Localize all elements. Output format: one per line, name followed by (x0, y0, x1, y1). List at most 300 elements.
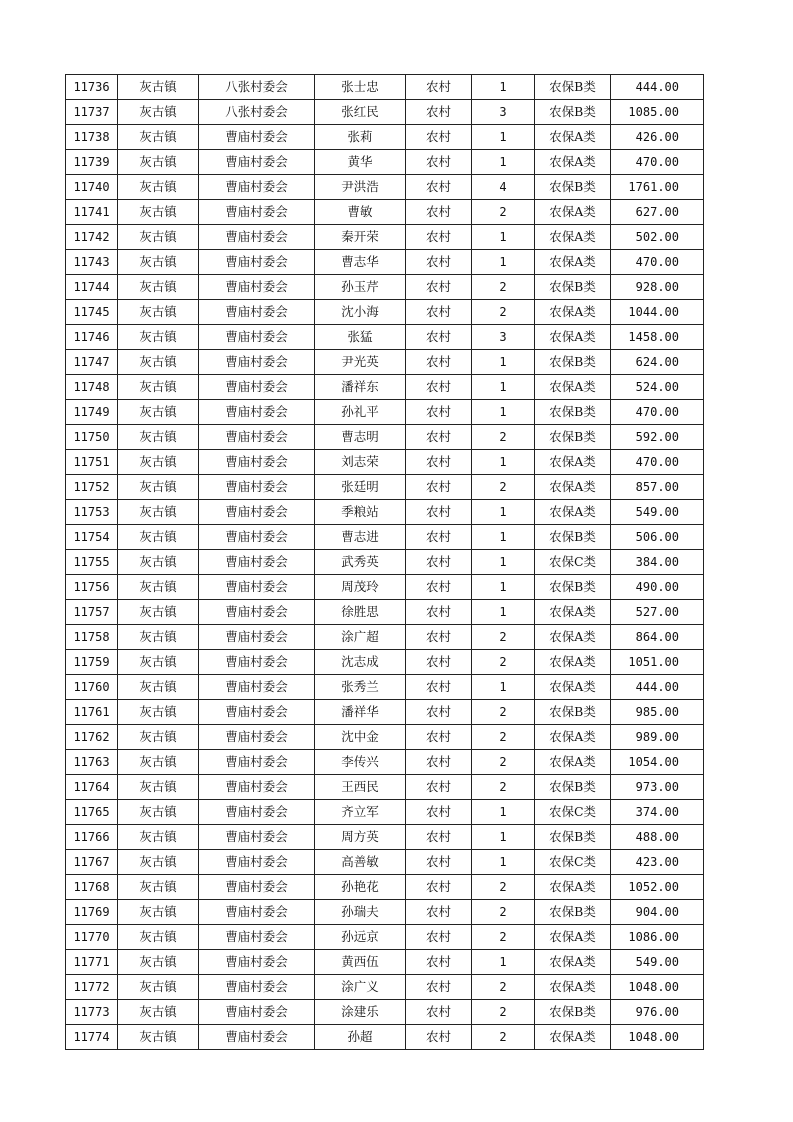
person-name-cell: 高善敏 (315, 850, 406, 875)
village-committee-cell: 曹庙村委会 (199, 175, 315, 200)
village-committee-cell: 曹庙村委会 (199, 125, 315, 150)
amount-cell: 470.00 (611, 400, 704, 425)
household-count-cell: 1 (472, 525, 535, 550)
record-id-cell: 11762 (66, 725, 118, 750)
area-type-cell: 农村 (406, 625, 472, 650)
town-cell: 灰古镇 (118, 875, 199, 900)
area-type-cell: 农村 (406, 675, 472, 700)
town-cell: 灰古镇 (118, 550, 199, 575)
area-type-cell: 农村 (406, 775, 472, 800)
table-row (66, 950, 704, 975)
household-count-cell: 1 (472, 600, 535, 625)
person-name-cell: 潘祥东 (315, 375, 406, 400)
amount-cell: 384.00 (611, 550, 704, 575)
amount-cell: 1761.00 (611, 175, 704, 200)
amount-cell: 470.00 (611, 250, 704, 275)
data-table (65, 74, 704, 1050)
person-name-cell: 孙瑞夫 (315, 900, 406, 925)
area-type-cell: 农村 (406, 550, 472, 575)
person-name-cell: 涂广义 (315, 975, 406, 1000)
town-cell: 灰古镇 (118, 950, 199, 975)
area-type-cell: 农村 (406, 825, 472, 850)
amount-cell: 426.00 (611, 125, 704, 150)
insurance-category-cell: 农保B类 (535, 775, 611, 800)
town-cell: 灰古镇 (118, 800, 199, 825)
household-count-cell: 2 (472, 975, 535, 1000)
table-row (66, 375, 704, 400)
person-name-cell: 秦开荣 (315, 225, 406, 250)
town-cell: 灰古镇 (118, 700, 199, 725)
record-id-cell: 11736 (66, 75, 118, 100)
amount-cell: 374.00 (611, 800, 704, 825)
person-name-cell: 孙玉芹 (315, 275, 406, 300)
record-id-cell: 11747 (66, 350, 118, 375)
person-name-cell: 沈小海 (315, 300, 406, 325)
record-id-cell: 11759 (66, 650, 118, 675)
person-name-cell: 尹光英 (315, 350, 406, 375)
record-id-cell: 11764 (66, 775, 118, 800)
area-type-cell: 农村 (406, 975, 472, 1000)
insurance-category-cell: 农保A类 (535, 875, 611, 900)
area-type-cell: 农村 (406, 325, 472, 350)
household-count-cell: 1 (472, 350, 535, 375)
area-type-cell: 农村 (406, 425, 472, 450)
record-id-cell: 11741 (66, 200, 118, 225)
amount-cell: 624.00 (611, 350, 704, 375)
person-name-cell: 潘祥华 (315, 700, 406, 725)
amount-cell: 864.00 (611, 625, 704, 650)
insurance-category-cell: 农保B类 (535, 350, 611, 375)
insurance-category-cell: 农保C类 (535, 850, 611, 875)
village-committee-cell: 曹庙村委会 (199, 900, 315, 925)
town-cell: 灰古镇 (118, 225, 199, 250)
town-cell: 灰古镇 (118, 75, 199, 100)
village-committee-cell: 曹庙村委会 (199, 750, 315, 775)
table-row (66, 925, 704, 950)
village-committee-cell: 八张村委会 (199, 100, 315, 125)
record-id-cell: 11769 (66, 900, 118, 925)
household-count-cell: 3 (472, 100, 535, 125)
area-type-cell: 农村 (406, 400, 472, 425)
person-name-cell: 李传兴 (315, 750, 406, 775)
table-row (66, 650, 704, 675)
household-count-cell: 1 (472, 450, 535, 475)
amount-cell: 985.00 (611, 700, 704, 725)
amount-cell: 549.00 (611, 500, 704, 525)
town-cell: 灰古镇 (118, 425, 199, 450)
record-id-cell: 11758 (66, 625, 118, 650)
table-row (66, 475, 704, 500)
village-committee-cell: 曹庙村委会 (199, 450, 315, 475)
area-type-cell: 农村 (406, 950, 472, 975)
town-cell: 灰古镇 (118, 650, 199, 675)
amount-cell: 592.00 (611, 425, 704, 450)
person-name-cell: 武秀英 (315, 550, 406, 575)
town-cell: 灰古镇 (118, 750, 199, 775)
area-type-cell: 农村 (406, 225, 472, 250)
household-count-cell: 1 (472, 250, 535, 275)
village-committee-cell: 曹庙村委会 (199, 700, 315, 725)
area-type-cell: 农村 (406, 600, 472, 625)
town-cell: 灰古镇 (118, 475, 199, 500)
area-type-cell: 农村 (406, 900, 472, 925)
area-type-cell: 农村 (406, 1000, 472, 1025)
amount-cell: 1085.00 (611, 100, 704, 125)
table-row (66, 550, 704, 575)
person-name-cell: 徐胜思 (315, 600, 406, 625)
insurance-category-cell: 农保B类 (535, 575, 611, 600)
household-count-cell: 2 (472, 1025, 535, 1050)
person-name-cell: 季粮站 (315, 500, 406, 525)
area-type-cell: 农村 (406, 650, 472, 675)
insurance-category-cell: 农保A类 (535, 925, 611, 950)
village-committee-cell: 曹庙村委会 (199, 1000, 315, 1025)
amount-cell: 1054.00 (611, 750, 704, 775)
table-row (66, 675, 704, 700)
insurance-category-cell: 农保A类 (535, 450, 611, 475)
person-name-cell: 黄华 (315, 150, 406, 175)
amount-cell: 524.00 (611, 375, 704, 400)
area-type-cell: 农村 (406, 200, 472, 225)
town-cell: 灰古镇 (118, 125, 199, 150)
insurance-category-cell: 农保A类 (535, 225, 611, 250)
insurance-category-cell: 农保B类 (535, 425, 611, 450)
village-committee-cell: 曹庙村委会 (199, 275, 315, 300)
person-name-cell: 沈志成 (315, 650, 406, 675)
table-row (66, 750, 704, 775)
household-count-cell: 2 (472, 900, 535, 925)
insurance-category-cell: 农保B类 (535, 75, 611, 100)
household-count-cell: 2 (472, 775, 535, 800)
insurance-category-cell: 农保B类 (535, 825, 611, 850)
village-committee-cell: 曹庙村委会 (199, 975, 315, 1000)
amount-cell: 527.00 (611, 600, 704, 625)
household-count-cell: 2 (472, 1000, 535, 1025)
record-id-cell: 11742 (66, 225, 118, 250)
area-type-cell: 农村 (406, 250, 472, 275)
amount-cell: 549.00 (611, 950, 704, 975)
table-row (66, 700, 704, 725)
household-count-cell: 1 (472, 75, 535, 100)
insurance-category-cell: 农保A类 (535, 600, 611, 625)
village-committee-cell: 曹庙村委会 (199, 425, 315, 450)
table-row (66, 150, 704, 175)
village-committee-cell: 曹庙村委会 (199, 825, 315, 850)
village-committee-cell: 曹庙村委会 (199, 200, 315, 225)
town-cell: 灰古镇 (118, 825, 199, 850)
person-name-cell: 曹敏 (315, 200, 406, 225)
record-id-cell: 11750 (66, 425, 118, 450)
amount-cell: 444.00 (611, 75, 704, 100)
town-cell: 灰古镇 (118, 400, 199, 425)
table-body (66, 75, 704, 1050)
village-committee-cell: 曹庙村委会 (199, 675, 315, 700)
table-row (66, 825, 704, 850)
town-cell: 灰古镇 (118, 500, 199, 525)
table-row (66, 975, 704, 1000)
amount-cell: 1048.00 (611, 1025, 704, 1050)
record-id-cell: 11757 (66, 600, 118, 625)
insurance-category-cell: 农保A类 (535, 250, 611, 275)
household-count-cell: 1 (472, 950, 535, 975)
record-id-cell: 11745 (66, 300, 118, 325)
table-row (66, 400, 704, 425)
area-type-cell: 农村 (406, 800, 472, 825)
record-id-cell: 11737 (66, 100, 118, 125)
person-name-cell: 尹洪浩 (315, 175, 406, 200)
town-cell: 灰古镇 (118, 1000, 199, 1025)
household-count-cell: 2 (472, 275, 535, 300)
household-count-cell: 1 (472, 150, 535, 175)
amount-cell: 444.00 (611, 675, 704, 700)
person-name-cell: 刘志荣 (315, 450, 406, 475)
village-committee-cell: 曹庙村委会 (199, 725, 315, 750)
town-cell: 灰古镇 (118, 250, 199, 275)
village-committee-cell: 曹庙村委会 (199, 1025, 315, 1050)
person-name-cell: 张士忠 (315, 75, 406, 100)
record-id-cell: 11746 (66, 325, 118, 350)
village-committee-cell: 曹庙村委会 (199, 600, 315, 625)
amount-cell: 423.00 (611, 850, 704, 875)
insurance-category-cell: 农保A类 (535, 950, 611, 975)
area-type-cell: 农村 (406, 500, 472, 525)
household-count-cell: 1 (472, 825, 535, 850)
person-name-cell: 曹志进 (315, 525, 406, 550)
town-cell: 灰古镇 (118, 675, 199, 700)
table-row (66, 350, 704, 375)
insurance-category-cell: 农保A类 (535, 750, 611, 775)
household-count-cell: 3 (472, 325, 535, 350)
area-type-cell: 农村 (406, 850, 472, 875)
table-row (66, 775, 704, 800)
amount-cell: 627.00 (611, 200, 704, 225)
table-row (66, 575, 704, 600)
table-row (66, 250, 704, 275)
village-committee-cell: 八张村委会 (199, 75, 315, 100)
insurance-category-cell: 农保A类 (535, 725, 611, 750)
household-count-cell: 2 (472, 200, 535, 225)
household-count-cell: 2 (472, 725, 535, 750)
table-row (66, 275, 704, 300)
insurance-category-cell: 农保B类 (535, 175, 611, 200)
table-row (66, 525, 704, 550)
insurance-category-cell: 农保B类 (535, 1000, 611, 1025)
area-type-cell: 农村 (406, 150, 472, 175)
table-row (66, 850, 704, 875)
person-name-cell: 张莉 (315, 125, 406, 150)
insurance-category-cell: 农保A类 (535, 200, 611, 225)
amount-cell: 1052.00 (611, 875, 704, 900)
area-type-cell: 农村 (406, 75, 472, 100)
table-row (66, 175, 704, 200)
person-name-cell: 周方英 (315, 825, 406, 850)
village-committee-cell: 曹庙村委会 (199, 625, 315, 650)
record-id-cell: 11755 (66, 550, 118, 575)
area-type-cell: 农村 (406, 450, 472, 475)
amount-cell: 973.00 (611, 775, 704, 800)
record-id-cell: 11756 (66, 575, 118, 600)
amount-cell: 1086.00 (611, 925, 704, 950)
town-cell: 灰古镇 (118, 625, 199, 650)
person-name-cell: 曹志华 (315, 250, 406, 275)
person-name-cell: 齐立军 (315, 800, 406, 825)
amount-cell: 502.00 (611, 225, 704, 250)
village-committee-cell: 曹庙村委会 (199, 375, 315, 400)
insurance-category-cell: 农保B类 (535, 400, 611, 425)
area-type-cell: 农村 (406, 175, 472, 200)
town-cell: 灰古镇 (118, 325, 199, 350)
table-row (66, 100, 704, 125)
household-count-cell: 1 (472, 575, 535, 600)
amount-cell: 488.00 (611, 825, 704, 850)
record-id-cell: 11774 (66, 1025, 118, 1050)
town-cell: 灰古镇 (118, 775, 199, 800)
insurance-category-cell: 农保A类 (535, 1025, 611, 1050)
insurance-category-cell: 农保C类 (535, 550, 611, 575)
person-name-cell: 涂广超 (315, 625, 406, 650)
town-cell: 灰古镇 (118, 450, 199, 475)
insurance-category-cell: 农保B类 (535, 525, 611, 550)
amount-cell: 506.00 (611, 525, 704, 550)
table-row (66, 625, 704, 650)
table-row (66, 450, 704, 475)
record-id-cell: 11748 (66, 375, 118, 400)
amount-cell: 904.00 (611, 900, 704, 925)
household-count-cell: 2 (472, 475, 535, 500)
record-id-cell: 11773 (66, 1000, 118, 1025)
record-id-cell: 11743 (66, 250, 118, 275)
town-cell: 灰古镇 (118, 975, 199, 1000)
town-cell: 灰古镇 (118, 275, 199, 300)
household-count-cell: 1 (472, 400, 535, 425)
person-name-cell: 黄西伍 (315, 950, 406, 975)
person-name-cell: 沈中金 (315, 725, 406, 750)
household-count-cell: 2 (472, 750, 535, 775)
table-row (66, 500, 704, 525)
town-cell: 灰古镇 (118, 300, 199, 325)
record-id-cell: 11753 (66, 500, 118, 525)
insurance-category-cell: 农保A类 (535, 125, 611, 150)
person-name-cell: 孙礼平 (315, 400, 406, 425)
area-type-cell: 农村 (406, 750, 472, 775)
area-type-cell: 农村 (406, 700, 472, 725)
area-type-cell: 农村 (406, 475, 472, 500)
household-count-cell: 2 (472, 875, 535, 900)
amount-cell: 1458.00 (611, 325, 704, 350)
table-row (66, 875, 704, 900)
area-type-cell: 农村 (406, 350, 472, 375)
insurance-category-cell: 农保A类 (535, 975, 611, 1000)
household-count-cell: 2 (472, 625, 535, 650)
record-id-cell: 11771 (66, 950, 118, 975)
table-row (66, 300, 704, 325)
village-committee-cell: 曹庙村委会 (199, 225, 315, 250)
area-type-cell: 农村 (406, 875, 472, 900)
record-id-cell: 11768 (66, 875, 118, 900)
table-row (66, 800, 704, 825)
table-row (66, 125, 704, 150)
household-count-cell: 1 (472, 850, 535, 875)
area-type-cell: 农村 (406, 275, 472, 300)
table-row (66, 725, 704, 750)
person-name-cell: 张猛 (315, 325, 406, 350)
household-count-cell: 1 (472, 225, 535, 250)
record-id-cell: 11740 (66, 175, 118, 200)
table-row (66, 75, 704, 100)
village-committee-cell: 曹庙村委会 (199, 475, 315, 500)
record-id-cell: 11770 (66, 925, 118, 950)
insurance-category-cell: 农保B类 (535, 900, 611, 925)
town-cell: 灰古镇 (118, 175, 199, 200)
household-count-cell: 2 (472, 700, 535, 725)
household-count-cell: 1 (472, 500, 535, 525)
household-count-cell: 1 (472, 800, 535, 825)
table-row (66, 1025, 704, 1050)
village-committee-cell: 曹庙村委会 (199, 775, 315, 800)
village-committee-cell: 曹庙村委会 (199, 875, 315, 900)
town-cell: 灰古镇 (118, 925, 199, 950)
area-type-cell: 农村 (406, 125, 472, 150)
amount-cell: 490.00 (611, 575, 704, 600)
record-id-cell: 11772 (66, 975, 118, 1000)
household-count-cell: 4 (472, 175, 535, 200)
area-type-cell: 农村 (406, 525, 472, 550)
amount-cell: 976.00 (611, 1000, 704, 1025)
village-committee-cell: 曹庙村委会 (199, 250, 315, 275)
area-type-cell: 农村 (406, 575, 472, 600)
village-committee-cell: 曹庙村委会 (199, 300, 315, 325)
town-cell: 灰古镇 (118, 600, 199, 625)
insurance-category-cell: 农保A类 (535, 650, 611, 675)
person-name-cell: 张秀兰 (315, 675, 406, 700)
town-cell: 灰古镇 (118, 150, 199, 175)
village-committee-cell: 曹庙村委会 (199, 850, 315, 875)
record-id-cell: 11766 (66, 825, 118, 850)
household-count-cell: 1 (472, 675, 535, 700)
village-committee-cell: 曹庙村委会 (199, 650, 315, 675)
insurance-category-cell: 农保B类 (535, 100, 611, 125)
area-type-cell: 农村 (406, 925, 472, 950)
record-id-cell: 11761 (66, 700, 118, 725)
town-cell: 灰古镇 (118, 1025, 199, 1050)
table-row (66, 600, 704, 625)
person-name-cell: 孙艳花 (315, 875, 406, 900)
town-cell: 灰古镇 (118, 575, 199, 600)
amount-cell: 470.00 (611, 450, 704, 475)
town-cell: 灰古镇 (118, 850, 199, 875)
town-cell: 灰古镇 (118, 900, 199, 925)
record-id-cell: 11763 (66, 750, 118, 775)
village-committee-cell: 曹庙村委会 (199, 550, 315, 575)
record-id-cell: 11739 (66, 150, 118, 175)
record-id-cell: 11765 (66, 800, 118, 825)
insurance-category-cell: 农保A类 (535, 500, 611, 525)
town-cell: 灰古镇 (118, 350, 199, 375)
record-id-cell: 11767 (66, 850, 118, 875)
amount-cell: 1048.00 (611, 975, 704, 1000)
table-row (66, 225, 704, 250)
village-committee-cell: 曹庙村委会 (199, 400, 315, 425)
insurance-category-cell: 农保B类 (535, 700, 611, 725)
record-id-cell: 11744 (66, 275, 118, 300)
amount-cell: 470.00 (611, 150, 704, 175)
insurance-category-cell: 农保A类 (535, 625, 611, 650)
record-id-cell: 11749 (66, 400, 118, 425)
insurance-category-cell: 农保A类 (535, 375, 611, 400)
household-count-cell: 1 (472, 125, 535, 150)
area-type-cell: 农村 (406, 1025, 472, 1050)
record-id-cell: 11754 (66, 525, 118, 550)
